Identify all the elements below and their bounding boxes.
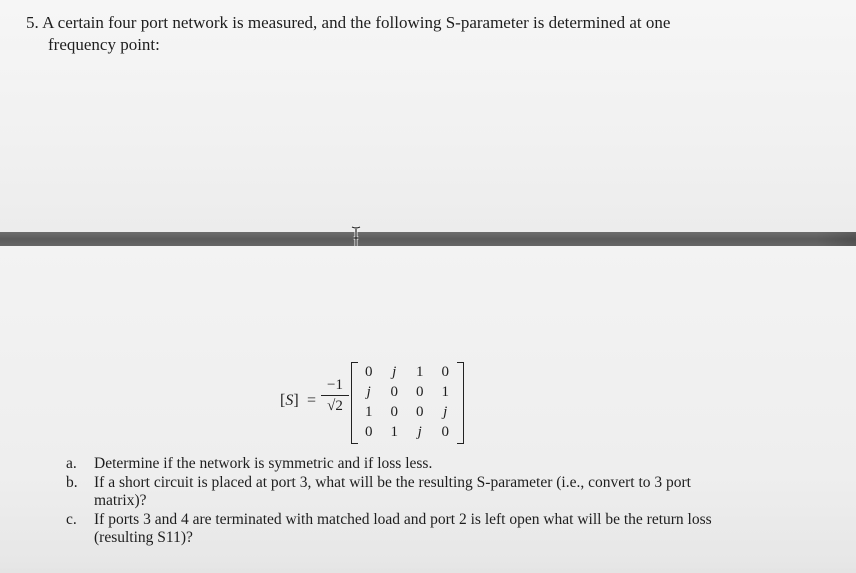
page-bottom-fade [0,562,856,573]
matrix-cell: j [392,364,397,380]
page-divider-bar [0,232,856,246]
matrix-cell: 0 [441,424,449,440]
matrix-cell: 0 [390,404,398,420]
part-letter: a. [66,455,77,472]
problem-text-line1: A certain four port network is measured, and the following S-parameter is determined at one [42,13,671,32]
s-parameter-equation [276,358,476,444]
page-upper-region [0,0,856,232]
matrix-cell: j [417,424,422,440]
matrix-cell: 0 [365,424,373,440]
problem-statement [26,12,746,56]
problem-number: 5. [26,13,39,32]
question-part-a [66,455,726,473]
matrix-cell: 1 [365,404,373,420]
divider-shade [816,232,856,246]
matrix-cell: 0 [365,364,373,380]
matrix-cell: 1 [390,424,398,440]
factor-numerator: −1 [327,377,343,393]
matrix-right-bracket [457,362,464,444]
part-letter: c. [66,511,77,528]
part-text: If ports 3 and 4 are terminated with matched load and port 2 is left open what will be the return loss (resulting S11)? [94,511,712,546]
matrix-cell: 0 [416,404,424,420]
part-letter: b. [66,474,78,491]
matrix-cell: 0 [390,384,398,400]
question-part-c [66,511,726,547]
problem-text-line2: frequency point: [48,35,160,54]
matrix-cell: j [443,404,448,420]
part-text: Determine if the network is symmetric and if loss less. [94,455,433,472]
matrix-cell: 0 [441,364,449,380]
s-matrix [356,362,458,442]
equals-sign: = [307,392,317,409]
matrix-cell: 0 [416,384,424,400]
scale-factor [321,376,349,415]
matrix-cell: 1 [416,364,424,380]
fraction-bar [321,395,349,396]
factor-denominator: √2 [327,398,343,414]
matrix-cell: 1 [441,384,449,400]
matrix-cell: j [366,384,371,400]
s-matrix-symbol: S [285,392,294,409]
part-text: If a short circuit is placed at port 3, what will be the resulting S-parameter (i.e., convert to 3 port matrix)? [94,474,691,509]
question-part-b [66,474,726,510]
question-parts-list [66,455,726,548]
equation-lhs: [S] [280,392,299,409]
